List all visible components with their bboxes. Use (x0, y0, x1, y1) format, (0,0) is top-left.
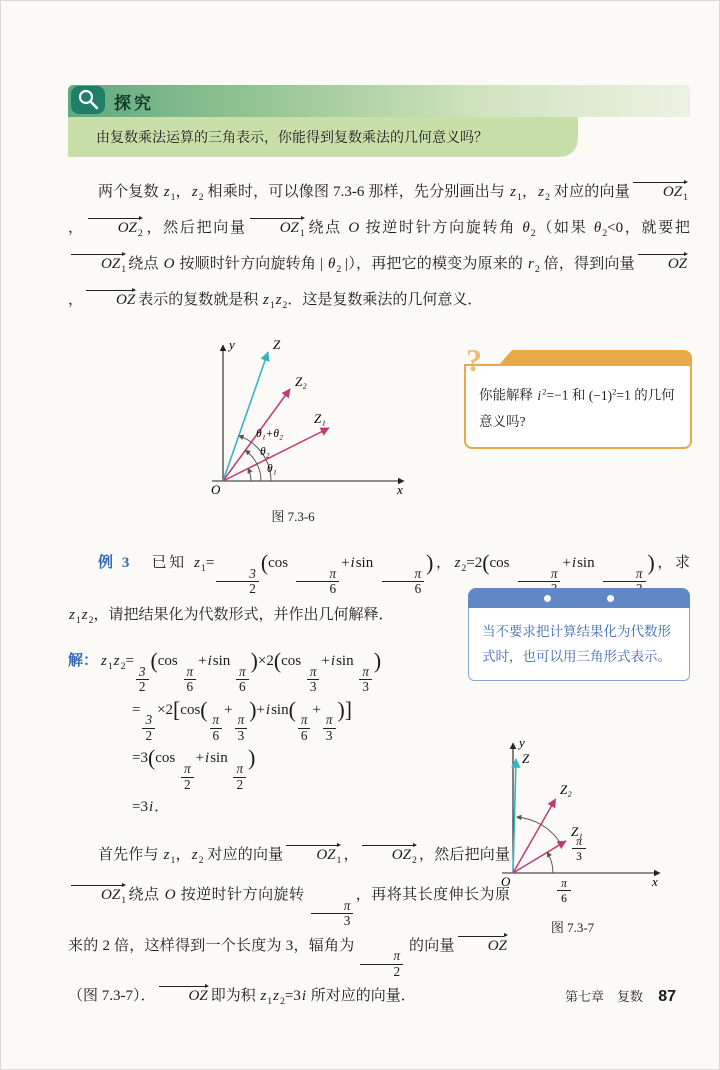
question-callout (464, 342, 692, 449)
question-callout-text: 你能解释 $i^2=-1$ 和 $(-1)^2=1$ 的几何意义吗? (464, 364, 692, 449)
point-z2-label: Z₂ (295, 374, 307, 389)
explore-question: 由复数乘法运算的三角表示，你能得到复数乘法的几何意义吗？ (68, 117, 578, 157)
figure-737 (470, 733, 675, 936)
chapter-label: 第七章 复数 (564, 989, 643, 1004)
figure-737-caption: 图 7.3-7 (550, 920, 595, 935)
arc-theta1 (248, 469, 251, 481)
explore-banner (68, 85, 690, 117)
note-callout (468, 588, 690, 681)
point-z-label: Z (521, 751, 529, 766)
figure-736-caption: 图 7.3-6 (271, 509, 315, 524)
arc-pi-6 (547, 852, 553, 873)
angle-theta2-label: θ₂ (260, 446, 270, 458)
figure-736 (168, 331, 418, 525)
clip-hole-right (607, 595, 614, 602)
page-footer (565, 986, 676, 1006)
question-callout-tab (498, 350, 692, 366)
clip-hole-left (544, 595, 551, 602)
svg-text:6: 6 (560, 893, 567, 905)
explore-section (68, 85, 690, 157)
example-3: 例 3 已知 $z_1=$ $\frac{3}{2}$ (cos $\frac{\pi}{6}$ +isin $\frac{\pi}{6}$ )，$z_2=2(\cos$ π +isin π )，求 $z_1z_2$，请把结果化为代数形式，并作出几何解释． (69, 551, 690, 626)
note-callout-clip (468, 588, 690, 608)
y-axis-label: y (518, 735, 525, 750)
question-mark-icon: ? (466, 342, 482, 378)
point-z-label: Z (273, 337, 281, 352)
y-axis-label: y (229, 337, 235, 352)
paragraph-construction: 首先作与 $z_1$，$z_2$ 对应的向量 $OZ_1$ ， $OZ_2$ ，然后把向量$OZ_1$ 绕点 O 按逆时针方向旋转 $\frac{\pi}{3}$ ，再将其长度伸长为原来的 2 倍，这样得到一个长度为 3，辐角为 $\frac{\pi}{2}$ 的向量 OZ（图 7.3-7）． OZ 即为积 $z_1z_2=3i$ 所对应的向量． (68, 847, 510, 1008)
angle-sum-label: θ₁+θ₂ (256, 428, 284, 440)
x-axis-label: x (651, 874, 658, 889)
explore-magnifier-icon (70, 85, 106, 115)
point-z2-label: Z₂ (559, 782, 572, 797)
vector-oz2 (513, 799, 556, 873)
point-z1-label: Z₁ (570, 824, 583, 839)
angle-pi-6-label (557, 878, 571, 905)
explore-title: 探究 (114, 93, 154, 113)
solution-line-3: =3(cos $\frac{\pi}{2}$ +isin $\frac{\pi}{2}$ ) (132, 746, 256, 792)
solution-line-1: 解： $z_1z_2=$ $\frac{3}{2}$ (cos $\frac{\pi}{6}$ +isin $\frac{\pi}{6}$ )×2(cos $\frac{\pi}{3}$ +isin $\frac{\pi}{3}$ ) (68, 648, 382, 695)
solution-line-2: = $\frac{3}{2}$ ×2[cos( $\frac{\pi}{6}$ + $\frac{\pi}{3}$ )+isin( $\frac{\pi}{6}$ + $\frac{\pi}{3}$ )] (132, 697, 352, 743)
origin-label: O (500, 874, 510, 889)
note-callout-text: 当不要求把计算结果化为代数形式时，也可以用三角形式表示。 (468, 608, 690, 681)
figure-737-plot (478, 733, 668, 910)
point-z1-label: Z₁ (314, 411, 326, 426)
x-axis-label: x (397, 482, 403, 497)
solution-line-4: =3i． (132, 799, 170, 816)
svg-text:π: π (560, 878, 567, 890)
arc-pi-3 (516, 817, 560, 844)
origin-label: O (211, 482, 221, 497)
page-number: 87 (658, 988, 676, 1005)
figure-736-plot (168, 331, 418, 499)
vector-oz1 (513, 841, 566, 873)
angle-pi-3-label (572, 836, 586, 863)
svg-text:3: 3 (575, 851, 582, 863)
svg-text:π: π (575, 836, 582, 848)
paragraph-geometric-meaning: 两个复数 $z_1$，$z_2$ 相乘时，可以像图 7.3-6 那样，先分别画出与 $z_1$，$z_2$ 对应的向量 $OZ_1$， $OZ_2$ ，然后把向量 $OZ_1$ 绕点 O 按逆时针方向旋转角 $\theta_2$（如果 $\theta_2<0$，就要把$OZ_1$ 绕点 O 按顺时针方向旋转角 | $\theta_2$ |），再把它的模变为原来的 $r_2$ 倍，得到向量 OZ， OZ 表示的复数就是积 $z_1z_2$．这是复数乘法的几何意义． (68, 184, 690, 311)
angle-theta1-label: θ₁ (267, 463, 277, 475)
